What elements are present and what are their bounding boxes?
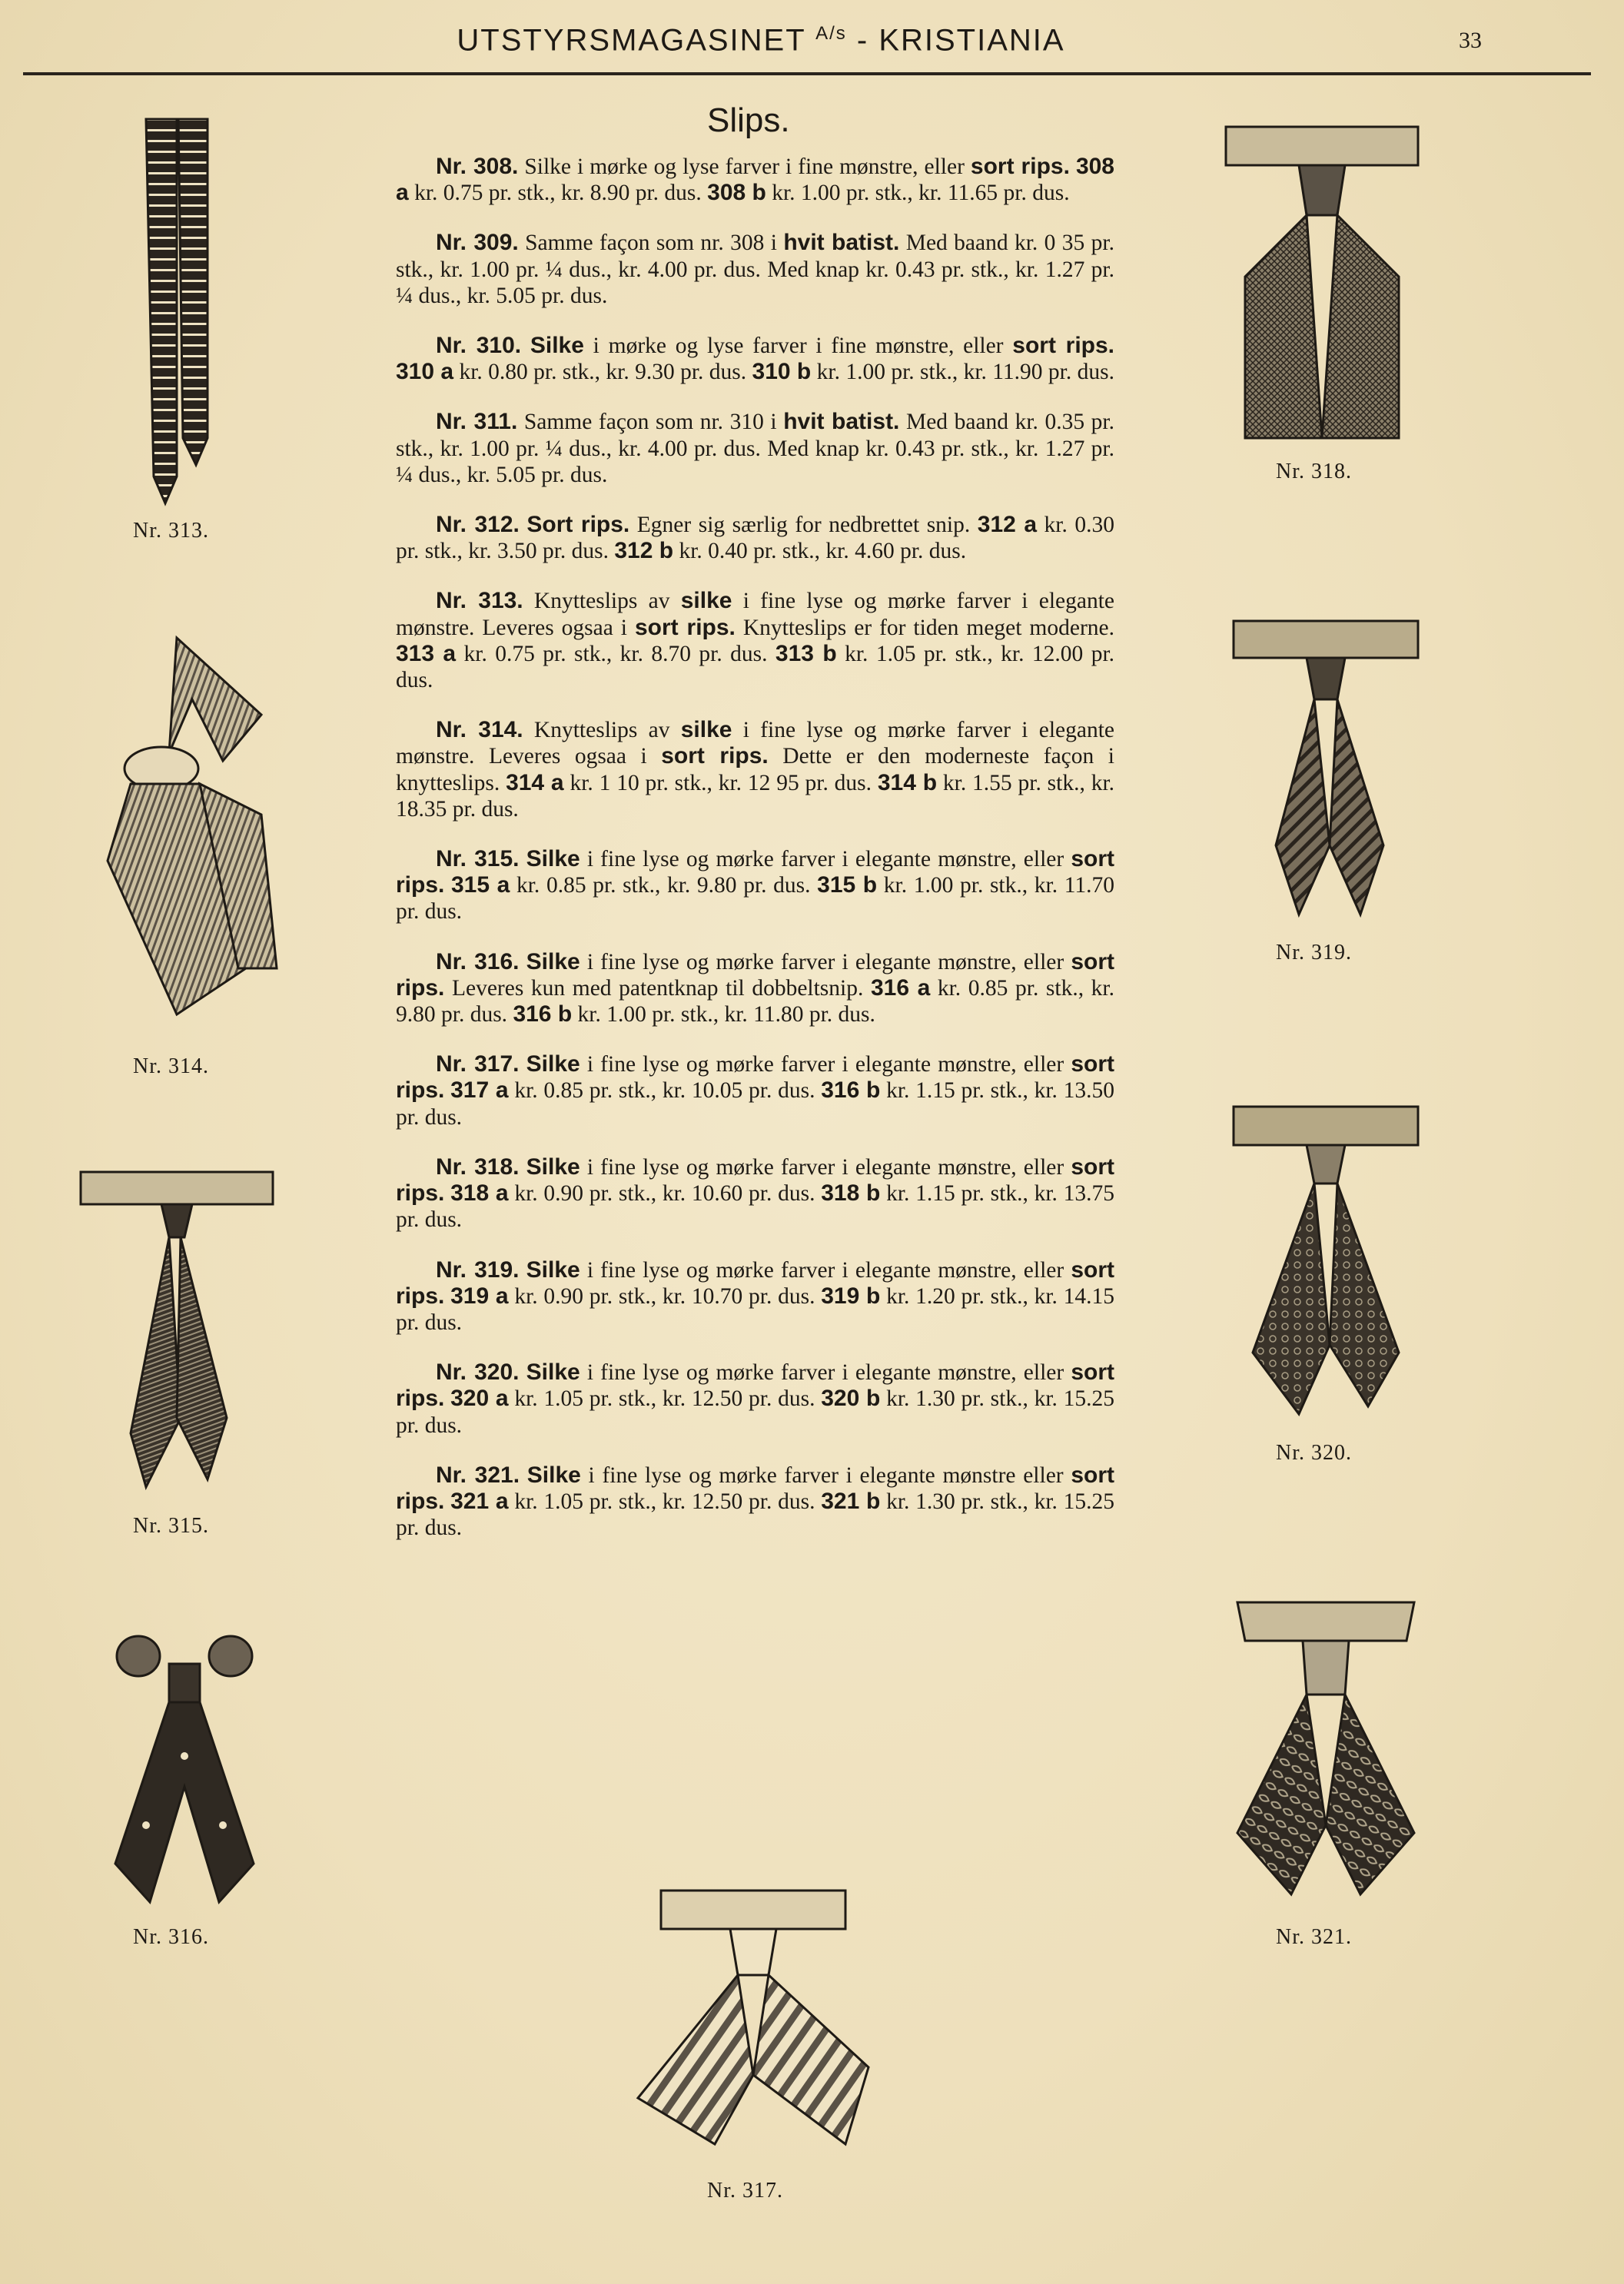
entry-number: Nr. 309. bbox=[436, 230, 519, 256]
catalog-entry bbox=[396, 230, 1114, 309]
knot-tie-icon bbox=[85, 630, 284, 1030]
catalog-entry bbox=[396, 154, 1114, 206]
entry-text: kr. 0.85 pr. stk., kr. 10.05 pr. dus. bbox=[508, 1078, 822, 1104]
entry-bold-text: sort rips. bbox=[396, 1359, 1115, 1412]
entry-text: kr. 1.00 pr. stk., kr. 11.70 pr. dus. bbox=[396, 873, 1115, 925]
entry-text: kr. 1.15 pr. stk., kr. 13.50 pr. dus. bbox=[396, 1078, 1115, 1130]
entry-text bbox=[444, 1284, 450, 1309]
entry-number: Nr. 317. bbox=[436, 1051, 520, 1077]
entry-text: kr. 1.20 pr. stk., kr. 14.15 pr. dus. bbox=[396, 1283, 1115, 1335]
entry-bold-text: 313 a bbox=[396, 640, 457, 666]
bow-tie-icon bbox=[108, 1633, 261, 1910]
entry-text bbox=[1070, 154, 1076, 179]
entry-text: Med baand kr. 0.35 pr. stk., kr. 1.00 pr. ¼ dus., kr. 4.00 pr. dus. Med knap kr. 0.43 pr. stk., kr. 1.27 pr. ¼ dus., kr. 5.05 pr. dus. bbox=[396, 410, 1115, 487]
entry-bold-text: Silke bbox=[526, 1154, 580, 1180]
entry-number: Nr. 316. bbox=[436, 948, 520, 974]
entry-text bbox=[444, 1386, 450, 1411]
caption-314: Nr. 314. bbox=[133, 1054, 209, 1078]
entry-bold-text: Sort rips. bbox=[526, 512, 630, 538]
catalog-entry bbox=[396, 1257, 1114, 1336]
entry-bold-text: sort rips. bbox=[1012, 333, 1115, 359]
caption-319: Nr. 319. bbox=[1276, 941, 1352, 964]
catalog-entry bbox=[396, 1154, 1114, 1233]
entry-bold-text: 312 b bbox=[614, 538, 674, 564]
entry-number: Nr. 310. bbox=[436, 333, 522, 359]
entry-text: kr. 1.55 pr. stk., kr. 18.35 pr. dus. bbox=[396, 770, 1115, 822]
entry-text: kr. 0.30 pr. stk., kr. 3.50 pr. dus. bbox=[396, 513, 1114, 564]
entry-text: i fine lyse og mørke farver i elegante mønstre, eller bbox=[580, 1052, 1071, 1077]
entry-number: Nr. 312. bbox=[436, 512, 520, 538]
entry-bold-text: Silke bbox=[526, 1051, 580, 1077]
entry-text: kr. 1.30 pr. stk., kr. 15.25 pr. dus. bbox=[396, 1386, 1115, 1438]
entry-bold-text: sort rips. bbox=[634, 614, 736, 640]
entries-column bbox=[396, 154, 1114, 1565]
entry-bold-text: sort rips. bbox=[396, 1257, 1115, 1309]
entry-text: kr. 0.40 pr. stk., kr. 4.60 pr. dus. bbox=[673, 539, 967, 564]
collar-tie-icon bbox=[77, 1164, 277, 1495]
entry-text: Dette er den moderneste façon i knytteslips. bbox=[396, 744, 1114, 795]
entry-text: Egner sig særlig for nedbrettet snip. bbox=[629, 513, 978, 538]
entry-text: i fine lyse og mørke farver i elegante mønstre. Leveres ogsaa i bbox=[396, 589, 1114, 640]
entry-number: Nr. 311. bbox=[436, 409, 518, 435]
catalog-entry bbox=[396, 846, 1114, 925]
header-title-right: - KRISTIANIA bbox=[856, 23, 1065, 58]
collar-tie-icon bbox=[1230, 1595, 1422, 1902]
entry-text: Knytteslips av bbox=[523, 589, 681, 614]
entry-text bbox=[520, 1463, 527, 1488]
entry-number: Nr. 318. bbox=[436, 1154, 520, 1180]
entry-bold-text: sort rips. bbox=[970, 154, 1070, 179]
entry-text bbox=[521, 334, 530, 358]
collar-tie-icon bbox=[1230, 615, 1422, 922]
entry-text: i fine lyse og mørke farver i elegante mønstre, eller bbox=[580, 949, 1071, 974]
entry-bold-text: 316 b bbox=[513, 1001, 573, 1027]
entry-text: i fine lyse og mørke farver i elegante mønstre eller bbox=[580, 1462, 1071, 1488]
tie-illustration-320 bbox=[1230, 1099, 1422, 1422]
entry-text bbox=[520, 1258, 526, 1283]
entry-number: Nr. 313. bbox=[436, 588, 523, 614]
entry-bold-text: 318 b bbox=[821, 1180, 881, 1207]
page-header bbox=[415, 23, 1107, 58]
entry-bold-text: 308 a bbox=[396, 154, 1114, 206]
entry-bold-text: sort rips. bbox=[396, 846, 1115, 898]
entry-bold-text: Silke bbox=[526, 846, 580, 872]
entry-bold-text: 318 a bbox=[450, 1180, 509, 1207]
catalog-entry bbox=[396, 949, 1114, 1028]
entry-text: kr. 1 10 pr. stk., kr. 12 95 pr. dus. bbox=[563, 770, 878, 795]
entry-text: i fine lyse og mørke farver i elegante mønstre, eller bbox=[580, 1257, 1071, 1283]
entry-text: kr. 0.75 pr. stk., kr. 8.90 pr. dus. bbox=[408, 181, 708, 206]
caption-313: Nr. 313. bbox=[133, 519, 209, 543]
tie-illustration-321 bbox=[1230, 1595, 1422, 1902]
caption-316: Nr. 316. bbox=[133, 1925, 209, 1949]
entry-bold-text: silke bbox=[680, 717, 732, 743]
entry-bold-text: 321 a bbox=[450, 1488, 509, 1514]
entry-bold-text: 316 b bbox=[821, 1077, 881, 1104]
entry-bold-text: sort rips. bbox=[396, 1154, 1115, 1207]
entry-text: i mørke og lyse farver i fine mønstre, eller bbox=[583, 334, 1013, 359]
tie-illustration-315 bbox=[77, 1164, 277, 1495]
entry-bold-text: sort rips. bbox=[396, 948, 1115, 1001]
entry-text: kr. 1.00 pr. stk., kr. 11.90 pr. dus. bbox=[811, 360, 1114, 385]
entry-bold-text: 312 a bbox=[977, 512, 1037, 538]
entry-text bbox=[444, 1181, 450, 1206]
collar-tie-icon bbox=[1230, 1099, 1422, 1422]
page-number: 33 bbox=[1459, 28, 1482, 53]
entry-bold-text: 315 b bbox=[817, 872, 878, 898]
entry-text: Silke i mørke og lyse farver i fine mønstre, eller bbox=[518, 154, 971, 179]
tie-illustration-314 bbox=[85, 630, 284, 1030]
entry-bold-text: Silke bbox=[526, 948, 580, 974]
entry-text: kr. 0.80 pr. stk., kr. 9.30 pr. dus. bbox=[453, 360, 752, 385]
tie-illustration-316 bbox=[108, 1633, 261, 1910]
entry-text: i fine lyse og mørke farver i elegante mønstre, eller bbox=[580, 1154, 1071, 1180]
entry-text: Knytteslips er for tiden meget moderne. bbox=[735, 615, 1114, 640]
entry-bold-text: 321 b bbox=[821, 1488, 881, 1514]
entry-text: kr. 1.00 pr. stk., kr. 11.80 pr. dus. bbox=[572, 1002, 875, 1027]
caption-315: Nr. 315. bbox=[133, 1514, 209, 1538]
section-title: Slips. bbox=[707, 101, 790, 139]
entry-bold-text: 316 a bbox=[870, 974, 931, 1001]
catalog-entry bbox=[396, 409, 1114, 488]
entry-text bbox=[520, 847, 526, 871]
entry-text: Med baand kr. 0 35 pr. stk., kr. 1.00 pr. ¼ dus., kr. 4.00 pr. dus. Med knap kr. 0.43 pr. stk., kr. 1.27 pr. ¼ dus., kr. 5.05 pr. dus. bbox=[396, 231, 1114, 308]
entry-number: Nr. 315. bbox=[436, 846, 520, 872]
entry-text: i fine lyse og mørke farver i elegante mønstre. Leveres ogsaa i bbox=[396, 718, 1114, 769]
entry-bold-text: 310 a bbox=[396, 359, 454, 385]
entry-text bbox=[444, 1078, 450, 1103]
header-company-suffix: A/s bbox=[815, 23, 847, 44]
entry-text: Leveres kun med patentknap til dobbeltsnip. bbox=[444, 975, 871, 1001]
entry-text: kr. 0.90 pr. stk., kr. 10.60 pr. dus. bbox=[508, 1181, 822, 1207]
caption-320: Nr. 320. bbox=[1276, 1441, 1352, 1465]
entry-bold-text: hvit batist. bbox=[783, 409, 900, 435]
entry-bold-text: hvit batist. bbox=[783, 230, 900, 256]
catalog-entry bbox=[396, 1462, 1114, 1542]
entry-bold-text: sort rips. bbox=[396, 1462, 1114, 1514]
catalog-entry bbox=[396, 333, 1114, 385]
entry-bold-text: 320 a bbox=[450, 1386, 509, 1412]
entry-bold-text: 315 a bbox=[451, 872, 510, 898]
entry-text: i fine lyse og mørke farver i elegante mønstre, eller bbox=[580, 847, 1071, 872]
entry-number: Nr. 314. bbox=[436, 717, 523, 743]
entry-text bbox=[520, 1052, 526, 1077]
entry-bold-text: Silke bbox=[530, 333, 584, 359]
entry-text: kr. 0.85 pr. stk., kr. 9.80 pr. dus. bbox=[396, 975, 1114, 1027]
caption-321: Nr. 321. bbox=[1276, 1925, 1352, 1949]
caption-317: Nr. 317. bbox=[707, 2179, 783, 2203]
entry-bold-text: Silke bbox=[526, 1462, 581, 1488]
entry-number: Nr. 319. bbox=[436, 1257, 520, 1283]
entry-text: Knytteslips av bbox=[523, 718, 681, 743]
entry-number: Nr. 308. bbox=[436, 154, 519, 179]
entry-text bbox=[520, 1155, 526, 1180]
catalog-entry bbox=[396, 512, 1114, 564]
entry-text bbox=[520, 1360, 526, 1385]
entry-bold-text: 317 a bbox=[450, 1077, 509, 1104]
entry-text: Samme façon som nr. 308 i bbox=[518, 231, 784, 256]
catalog-entry bbox=[396, 588, 1114, 693]
entry-number: Nr. 320. bbox=[436, 1359, 520, 1386]
entry-text: kr. 1.15 pr. stk., kr. 13.75 pr. dus. bbox=[396, 1181, 1115, 1233]
tie-illustration-313 bbox=[131, 115, 223, 507]
wide-scarf-icon bbox=[615, 1883, 892, 2160]
long-tie-icon bbox=[131, 115, 223, 507]
entry-text bbox=[520, 950, 526, 974]
collar-tie-icon bbox=[1222, 123, 1422, 446]
entry-bold-text: 320 b bbox=[821, 1386, 881, 1412]
entry-text bbox=[444, 873, 451, 898]
catalog-entry bbox=[396, 1359, 1114, 1439]
entry-bold-text: 313 b bbox=[775, 640, 837, 666]
entry-text bbox=[444, 1489, 450, 1514]
entry-bold-text: sort rips. bbox=[396, 1051, 1115, 1104]
catalog-entry bbox=[396, 1051, 1114, 1130]
tie-illustration-319 bbox=[1230, 615, 1422, 922]
entry-bold-text: Silke bbox=[526, 1257, 580, 1283]
entry-bold-text: silke bbox=[680, 588, 732, 614]
entry-text: kr. 0.90 pr. stk., kr. 10.70 pr. dus. bbox=[508, 1283, 822, 1309]
entry-number: Nr. 321. bbox=[436, 1462, 520, 1488]
tie-illustration-318 bbox=[1222, 123, 1422, 446]
tie-illustration-317 bbox=[615, 1883, 892, 2160]
entry-bold-text: sort rips. bbox=[661, 743, 769, 769]
header-title-left: UTSTYRSMAGASINET bbox=[457, 23, 805, 58]
entry-text bbox=[520, 513, 527, 537]
entry-text: kr. 0.85 pr. stk., kr. 9.80 pr. dus. bbox=[510, 873, 818, 898]
entry-bold-text: 314 b bbox=[877, 769, 938, 795]
entry-bold-text: 314 a bbox=[506, 769, 564, 795]
entry-text: kr. 1.05 pr. stk., kr. 12.00 pr. dus. bbox=[396, 641, 1115, 693]
caption-318: Nr. 318. bbox=[1276, 460, 1352, 483]
entry-bold-text: 319 b bbox=[821, 1283, 881, 1309]
entry-text: kr. 1.00 pr. stk., kr. 11.65 pr. dus. bbox=[766, 181, 1070, 206]
entry-bold-text: 310 b bbox=[752, 359, 812, 385]
entry-text: Samme façon som nr. 310 i bbox=[517, 410, 784, 435]
entry-text: kr. 1.05 pr. stk., kr. 12.50 pr. dus. bbox=[508, 1386, 822, 1412]
entry-bold-text: Silke bbox=[526, 1359, 580, 1386]
entry-bold-text: 308 b bbox=[707, 180, 766, 206]
entry-text: i fine lyse og mørke farver i elegante mønstre, eller bbox=[580, 1360, 1071, 1386]
entry-text: kr. 1.30 pr. stk., kr. 15.25 pr. dus. bbox=[396, 1489, 1115, 1541]
catalog-entry bbox=[396, 717, 1114, 822]
header-rule bbox=[23, 72, 1591, 75]
entry-text: kr. 0.75 pr. stk., kr. 8.70 pr. dus. bbox=[456, 641, 775, 666]
entry-bold-text: 319 a bbox=[450, 1283, 509, 1309]
entry-text: kr. 1.05 pr. stk., kr. 12.50 pr. dus. bbox=[508, 1489, 822, 1514]
